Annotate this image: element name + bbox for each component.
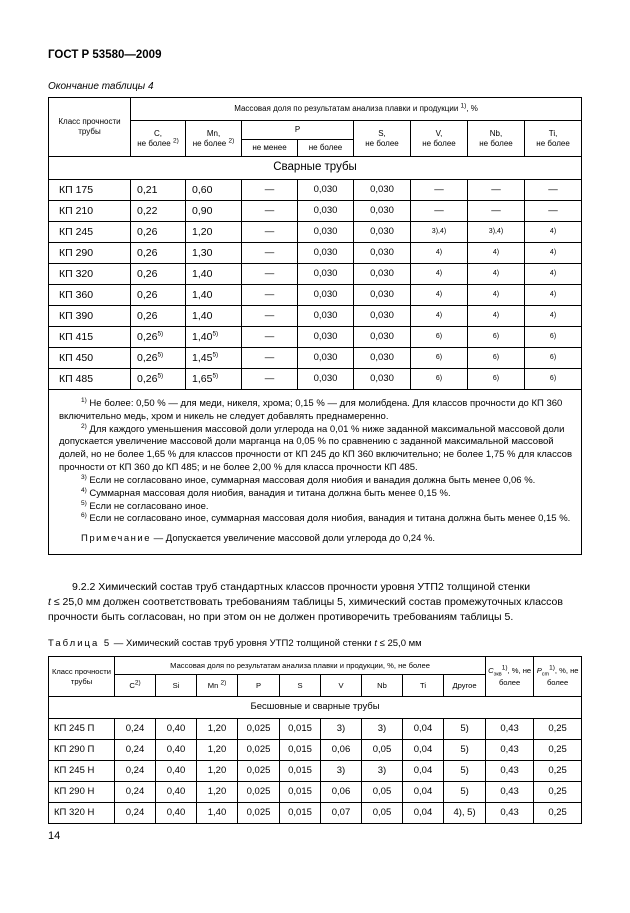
t4-cell-s: 0,030 bbox=[354, 180, 411, 201]
table-row bbox=[49, 761, 582, 782]
t5-cell-p: 0,025 bbox=[238, 761, 280, 782]
t4-cell-ti: — bbox=[525, 180, 582, 201]
t5-cell-p: 0,025 bbox=[238, 740, 280, 761]
t5-cell-ceq: 0,43 bbox=[486, 782, 534, 803]
t4-head-s: S, не более bbox=[354, 121, 411, 157]
t5-cell-class: КП 290 Н bbox=[49, 782, 115, 803]
t4-cell-mn: 0,60 bbox=[186, 180, 242, 201]
t5-cell-s: 0,015 bbox=[280, 719, 321, 740]
t5-cell-v: 0,06 bbox=[321, 740, 362, 761]
t5-cell-class: КП 245 П bbox=[49, 719, 115, 740]
t5-cell-pcm: 0,25 bbox=[534, 803, 582, 824]
t5-cell-c: 0,24 bbox=[115, 803, 156, 824]
t4-cell-v: 4) bbox=[411, 285, 468, 306]
t4-cell-ti: 4) bbox=[525, 243, 582, 264]
t4-cell-pmin: — bbox=[242, 285, 298, 306]
table-row bbox=[49, 740, 582, 761]
table-row bbox=[49, 264, 582, 285]
t5-cell-class: КП 245 Н bbox=[49, 761, 115, 782]
t4-cell-ti: 4) bbox=[525, 285, 582, 306]
t4-cell-mn: 1,40$^{5)}$ bbox=[186, 327, 242, 348]
t4-head-p-max: не более bbox=[298, 140, 354, 157]
footnote-4: $^{4)}$ Суммарная массовая доля ниобия, ванадия и титана должна быть менее 0,15 %. bbox=[81, 486, 451, 499]
t4-cell-s: 0,030 bbox=[354, 285, 411, 306]
t4-cell-class: КП 360 bbox=[49, 285, 131, 306]
t4-cell-ti: 4) bbox=[525, 264, 582, 285]
t4-cell-nb: 4) bbox=[468, 306, 525, 327]
table-row bbox=[49, 719, 582, 740]
t5-head-p: P bbox=[238, 675, 280, 697]
t4-cell-ti: — bbox=[525, 201, 582, 222]
t5-cell-ti: 0,04 bbox=[403, 740, 444, 761]
t5-cell-pcm: 0,25 bbox=[534, 719, 582, 740]
t4-cell-v: — bbox=[411, 180, 468, 201]
t4-head-group: Массовая доля по результатам анализа плавки и продукции $^{1)}$, % bbox=[131, 98, 582, 121]
t5-cell-si: 0,40 bbox=[156, 719, 197, 740]
t5-cell-nb: 0,05 bbox=[362, 740, 403, 761]
t5-cell-mn: 1,20 bbox=[197, 719, 238, 740]
t5-cell-v: 3) bbox=[321, 761, 362, 782]
t5-cell-p: 0,025 bbox=[238, 803, 280, 824]
t5-cell-v: 0,07 bbox=[321, 803, 362, 824]
t5-cell-pcm: 0,25 bbox=[534, 761, 582, 782]
table5 bbox=[48, 656, 582, 824]
t4-head-mn: Mn, не более $^{2)}$ bbox=[186, 121, 242, 157]
t4-cell-pmax: 0,030 bbox=[298, 201, 354, 222]
table-row bbox=[49, 285, 582, 306]
t4-cell-class: КП 485 bbox=[49, 369, 131, 390]
t5-cell-s: 0,015 bbox=[280, 803, 321, 824]
t5-cell-ceq: 0,43 bbox=[486, 719, 534, 740]
t5-cell-other: 5) bbox=[444, 740, 486, 761]
t4-cell-class: КП 390 bbox=[49, 306, 131, 327]
t5-cell-class: КП 320 Н bbox=[49, 803, 115, 824]
t4-cell-v: 6) bbox=[411, 369, 468, 390]
t4-cell-v: 4) bbox=[411, 306, 468, 327]
t4-cell-class: КП 415 bbox=[49, 327, 131, 348]
t4-cell-mn: 1,40 bbox=[186, 285, 242, 306]
document-header: ГОСТ Р 53580—2009 bbox=[48, 49, 162, 61]
table-row bbox=[49, 201, 582, 222]
t4-cell-nb: 4) bbox=[468, 285, 525, 306]
t5-cell-ti: 0,04 bbox=[403, 761, 444, 782]
t4-cell-pmin: — bbox=[242, 222, 298, 243]
t4-cell-pmin: — bbox=[242, 243, 298, 264]
t4-cell-pmin: — bbox=[242, 306, 298, 327]
t4-cell-s: 0,030 bbox=[354, 201, 411, 222]
t5-cell-c: 0,24 bbox=[115, 761, 156, 782]
t4-head-p: P bbox=[242, 121, 354, 140]
t5-cell-class: КП 290 П bbox=[49, 740, 115, 761]
t5-cell-p: 0,025 bbox=[238, 719, 280, 740]
t5-head-other: Другое bbox=[444, 675, 486, 697]
t5-cell-nb: 0,05 bbox=[362, 782, 403, 803]
t5-cell-s: 0,015 bbox=[280, 782, 321, 803]
t5-cell-pcm: 0,25 bbox=[534, 782, 582, 803]
t4-cell-c: 0,26 bbox=[131, 306, 186, 327]
t4-cell-c: 0,26$^{5)}$ bbox=[131, 348, 186, 369]
t5-cell-si: 0,40 bbox=[156, 782, 197, 803]
t5-cell-mn: 1,20 bbox=[197, 761, 238, 782]
t5-head-pcm: $P_{cm}1$), %, не более bbox=[534, 657, 582, 697]
t4-cell-ti: 6) bbox=[525, 327, 582, 348]
table-row bbox=[49, 369, 582, 390]
t5-head-group: Массовая доля по результатам анализа плавки и продукции, %, не более bbox=[115, 657, 486, 675]
t4-cell-pmax: 0,030 bbox=[298, 285, 354, 306]
t4-cell-nb: 6) bbox=[468, 348, 525, 369]
t4-head-nb: Nb, не более bbox=[468, 121, 525, 157]
t5-subheader: Бесшовные и сварные трубы bbox=[49, 697, 582, 719]
t4-cell-s: 0,030 bbox=[354, 222, 411, 243]
t5-cell-other: 4), 5) bbox=[444, 803, 486, 824]
t4-cell-c: 0,26 bbox=[131, 243, 186, 264]
t5-cell-s: 0,015 bbox=[280, 740, 321, 761]
t4-cell-nb: 4) bbox=[468, 264, 525, 285]
table-row bbox=[49, 180, 582, 201]
t4-cell-pmin: — bbox=[242, 264, 298, 285]
t4-cell-mn: 1,40 bbox=[186, 264, 242, 285]
t4-cell-v: 6) bbox=[411, 348, 468, 369]
t5-cell-p: 0,025 bbox=[238, 782, 280, 803]
t5-cell-c: 0,24 bbox=[115, 719, 156, 740]
t5-cell-c: 0,24 bbox=[115, 740, 156, 761]
t4-cell-s: 0,030 bbox=[354, 264, 411, 285]
t4-cell-c: 0,21 bbox=[131, 180, 186, 201]
t5-cell-si: 0,40 bbox=[156, 803, 197, 824]
t4-cell-nb: — bbox=[468, 201, 525, 222]
t4-cell-c: 0,26 bbox=[131, 222, 186, 243]
t4-cell-class: КП 210 bbox=[49, 201, 131, 222]
table-row bbox=[49, 327, 582, 348]
t4-head-v: V, не более bbox=[411, 121, 468, 157]
footnote-2: $^{2)}$ Для каждого уменьшения массовой доли углерода на 0,01 % ниже заданной максимальной массовой доли допускается увеличение массовой доли марганца на 0,05 % по сравнению с заданной максимальной массовой долей, но не более 1,65 % для классов прочности от КП 245 до КП 360 включительно; не более 1,75 % для классов прочности от КП 360 до КП 485; и не более 2,00 % для класса прочности КП 485. bbox=[59, 422, 573, 474]
t4-cell-nb: 4) bbox=[468, 243, 525, 264]
t5-cell-v: 3) bbox=[321, 719, 362, 740]
footnote-1: $^{1)}$ Не более: 0,50 % — для меди, никеля, хрома; 0,15 % — для молибдена. Для классов прочности до КП 360 включительно медь, хром и никель не следует добавлять преднамеренно. bbox=[59, 396, 563, 422]
t5-cell-ti: 0,04 bbox=[403, 782, 444, 803]
t4-cell-pmax: 0,030 bbox=[298, 180, 354, 201]
footnote-6: $^{6)}$ Если не согласовано иное, суммарная массовая доля ниобия, ванадия и титана должна быть менее 0,15 %. bbox=[81, 512, 571, 525]
t4-cell-nb: — bbox=[468, 180, 525, 201]
t4-cell-c: 0,26$^{5)}$ bbox=[131, 369, 186, 390]
t5-head-si: Si bbox=[156, 675, 197, 697]
table4 bbox=[48, 97, 582, 555]
t4-cell-pmax: 0,030 bbox=[298, 369, 354, 390]
t4-cell-pmax: 0,030 bbox=[298, 327, 354, 348]
t4-cell-pmin: — bbox=[242, 369, 298, 390]
t5-head-v: V bbox=[321, 675, 362, 697]
t5-head-nb: Nb bbox=[362, 675, 403, 697]
table-row bbox=[49, 348, 582, 369]
t5-cell-other: 5) bbox=[444, 719, 486, 740]
table4-remark: Примечание — Допускается увеличение массовой доли углерода до 0,24 %. bbox=[81, 533, 436, 545]
t5-cell-ceq: 0,43 bbox=[486, 761, 534, 782]
t4-head-c: C, не более $^{2)}$ bbox=[131, 121, 186, 157]
t4-cell-class: КП 320 bbox=[49, 264, 131, 285]
t4-cell-pmin: — bbox=[242, 201, 298, 222]
t4-cell-c: 0,26$^{5)}$ bbox=[131, 327, 186, 348]
t5-cell-other: 5) bbox=[444, 782, 486, 803]
table4-caption: Окончание таблицы 4 bbox=[48, 81, 154, 92]
t4-cell-ti: 6) bbox=[525, 348, 582, 369]
t4-cell-ti: 6) bbox=[525, 369, 582, 390]
t5-head-ceq: $C_{экв}1$), %, не более bbox=[486, 657, 534, 697]
t4-cell-c: 0,22 bbox=[131, 201, 186, 222]
t4-head-ti: Ti, не более bbox=[525, 121, 582, 157]
t5-cell-nb: 3) bbox=[362, 761, 403, 782]
t4-cell-mn: 1,45$^{5)}$ bbox=[186, 348, 242, 369]
t4-cell-ti: 4) bbox=[525, 222, 582, 243]
t4-cell-pmax: 0,030 bbox=[298, 348, 354, 369]
t4-head-p-min: не менее bbox=[242, 140, 298, 157]
t4-cell-v: 4) bbox=[411, 243, 468, 264]
t5-head-c: C2) bbox=[115, 675, 156, 697]
t4-cell-s: 0,030 bbox=[354, 243, 411, 264]
t4-cell-mn: 1,65$^{5)}$ bbox=[186, 369, 242, 390]
table-row bbox=[49, 306, 582, 327]
t5-cell-c: 0,24 bbox=[115, 782, 156, 803]
t5-cell-ceq: 0,43 bbox=[486, 740, 534, 761]
t4-cell-nb: 6) bbox=[468, 369, 525, 390]
t4-cell-nb: 6) bbox=[468, 327, 525, 348]
t4-cell-class: КП 290 bbox=[49, 243, 131, 264]
page-number: 14 bbox=[48, 830, 61, 842]
t5-cell-nb: 3) bbox=[362, 719, 403, 740]
t4-footnotes bbox=[49, 390, 582, 555]
t4-cell-mn: 1,30 bbox=[186, 243, 242, 264]
t4-cell-v: — bbox=[411, 201, 468, 222]
t4-cell-s: 0,030 bbox=[354, 306, 411, 327]
t4-cell-mn: 0,90 bbox=[186, 201, 242, 222]
t4-cell-pmax: 0,030 bbox=[298, 243, 354, 264]
t5-cell-ti: 0,04 bbox=[403, 803, 444, 824]
t4-cell-mn: 1,20 bbox=[186, 222, 242, 243]
t4-cell-nb: 3),4) bbox=[468, 222, 525, 243]
t5-head-s: S bbox=[280, 675, 321, 697]
t4-cell-c: 0,26 bbox=[131, 285, 186, 306]
t5-cell-mn: 1,40 bbox=[197, 803, 238, 824]
t5-cell-si: 0,40 bbox=[156, 761, 197, 782]
table5-caption: Таблица 5 — Химический состав труб уровня УТП2 толщиной стенки t ≤ 25,0 мм bbox=[48, 638, 422, 649]
t4-cell-mn: 1,40 bbox=[186, 306, 242, 327]
t4-cell-s: 0,030 bbox=[354, 348, 411, 369]
t5-cell-mn: 1,20 bbox=[197, 740, 238, 761]
t4-cell-v: 4) bbox=[411, 264, 468, 285]
t4-cell-v: 6) bbox=[411, 327, 468, 348]
t4-cell-c: 0,26 bbox=[131, 264, 186, 285]
table-row bbox=[49, 782, 582, 803]
t4-cell-class: КП 175 bbox=[49, 180, 131, 201]
t4-cell-pmax: 0,030 bbox=[298, 264, 354, 285]
t5-cell-si: 0,40 bbox=[156, 740, 197, 761]
t4-cell-class: КП 245 bbox=[49, 222, 131, 243]
table-row bbox=[49, 803, 582, 824]
t4-cell-s: 0,030 bbox=[354, 327, 411, 348]
t4-cell-pmin: — bbox=[242, 180, 298, 201]
t4-cell-v: 3),4) bbox=[411, 222, 468, 243]
t5-head-class: Класс прочности трубы bbox=[49, 657, 115, 697]
t5-cell-ti: 0,04 bbox=[403, 719, 444, 740]
t5-cell-ceq: 0,43 bbox=[486, 803, 534, 824]
clause-9-2-2: 9.2.2 Химический состав труб стандартных классов прочности уровня УТП2 толщиной стенки t ≤ 25,0 мм должен соответствовать требованиям таблицы 5, химический состав промежуточных классов прочности быть согласован, но при этом он не должен противоречить требованиям таблицы 5. bbox=[48, 581, 563, 623]
t5-cell-mn: 1,20 bbox=[197, 782, 238, 803]
t4-cell-s: 0,030 bbox=[354, 369, 411, 390]
t4-subheader: Сварные трубы bbox=[49, 157, 582, 180]
t4-cell-class: КП 450 bbox=[49, 348, 131, 369]
t5-cell-s: 0,015 bbox=[280, 761, 321, 782]
t5-cell-other: 5) bbox=[444, 761, 486, 782]
t4-head-class: Класс прочности трубы bbox=[49, 98, 131, 157]
t5-cell-nb: 0,05 bbox=[362, 803, 403, 824]
t4-cell-pmax: 0,030 bbox=[298, 306, 354, 327]
t5-cell-v: 0,06 bbox=[321, 782, 362, 803]
t4-cell-pmax: 0,030 bbox=[298, 222, 354, 243]
t5-head-ti: Ti bbox=[403, 675, 444, 697]
table-row bbox=[49, 222, 582, 243]
t4-cell-ti: 4) bbox=[525, 306, 582, 327]
table-row bbox=[49, 243, 582, 264]
t4-cell-pmin: — bbox=[242, 327, 298, 348]
t5-cell-pcm: 0,25 bbox=[534, 740, 582, 761]
t4-cell-pmin: — bbox=[242, 348, 298, 369]
footnote-5: $^{5)}$ Если не согласовано иное. bbox=[81, 499, 209, 512]
t5-head-mn: Mn 2) bbox=[197, 675, 238, 697]
footnote-3: $^{3)}$ Если не согласовано иное, суммарная массовая доля ниобия и ванадия должна быть менее 0,06 %. bbox=[81, 473, 536, 486]
